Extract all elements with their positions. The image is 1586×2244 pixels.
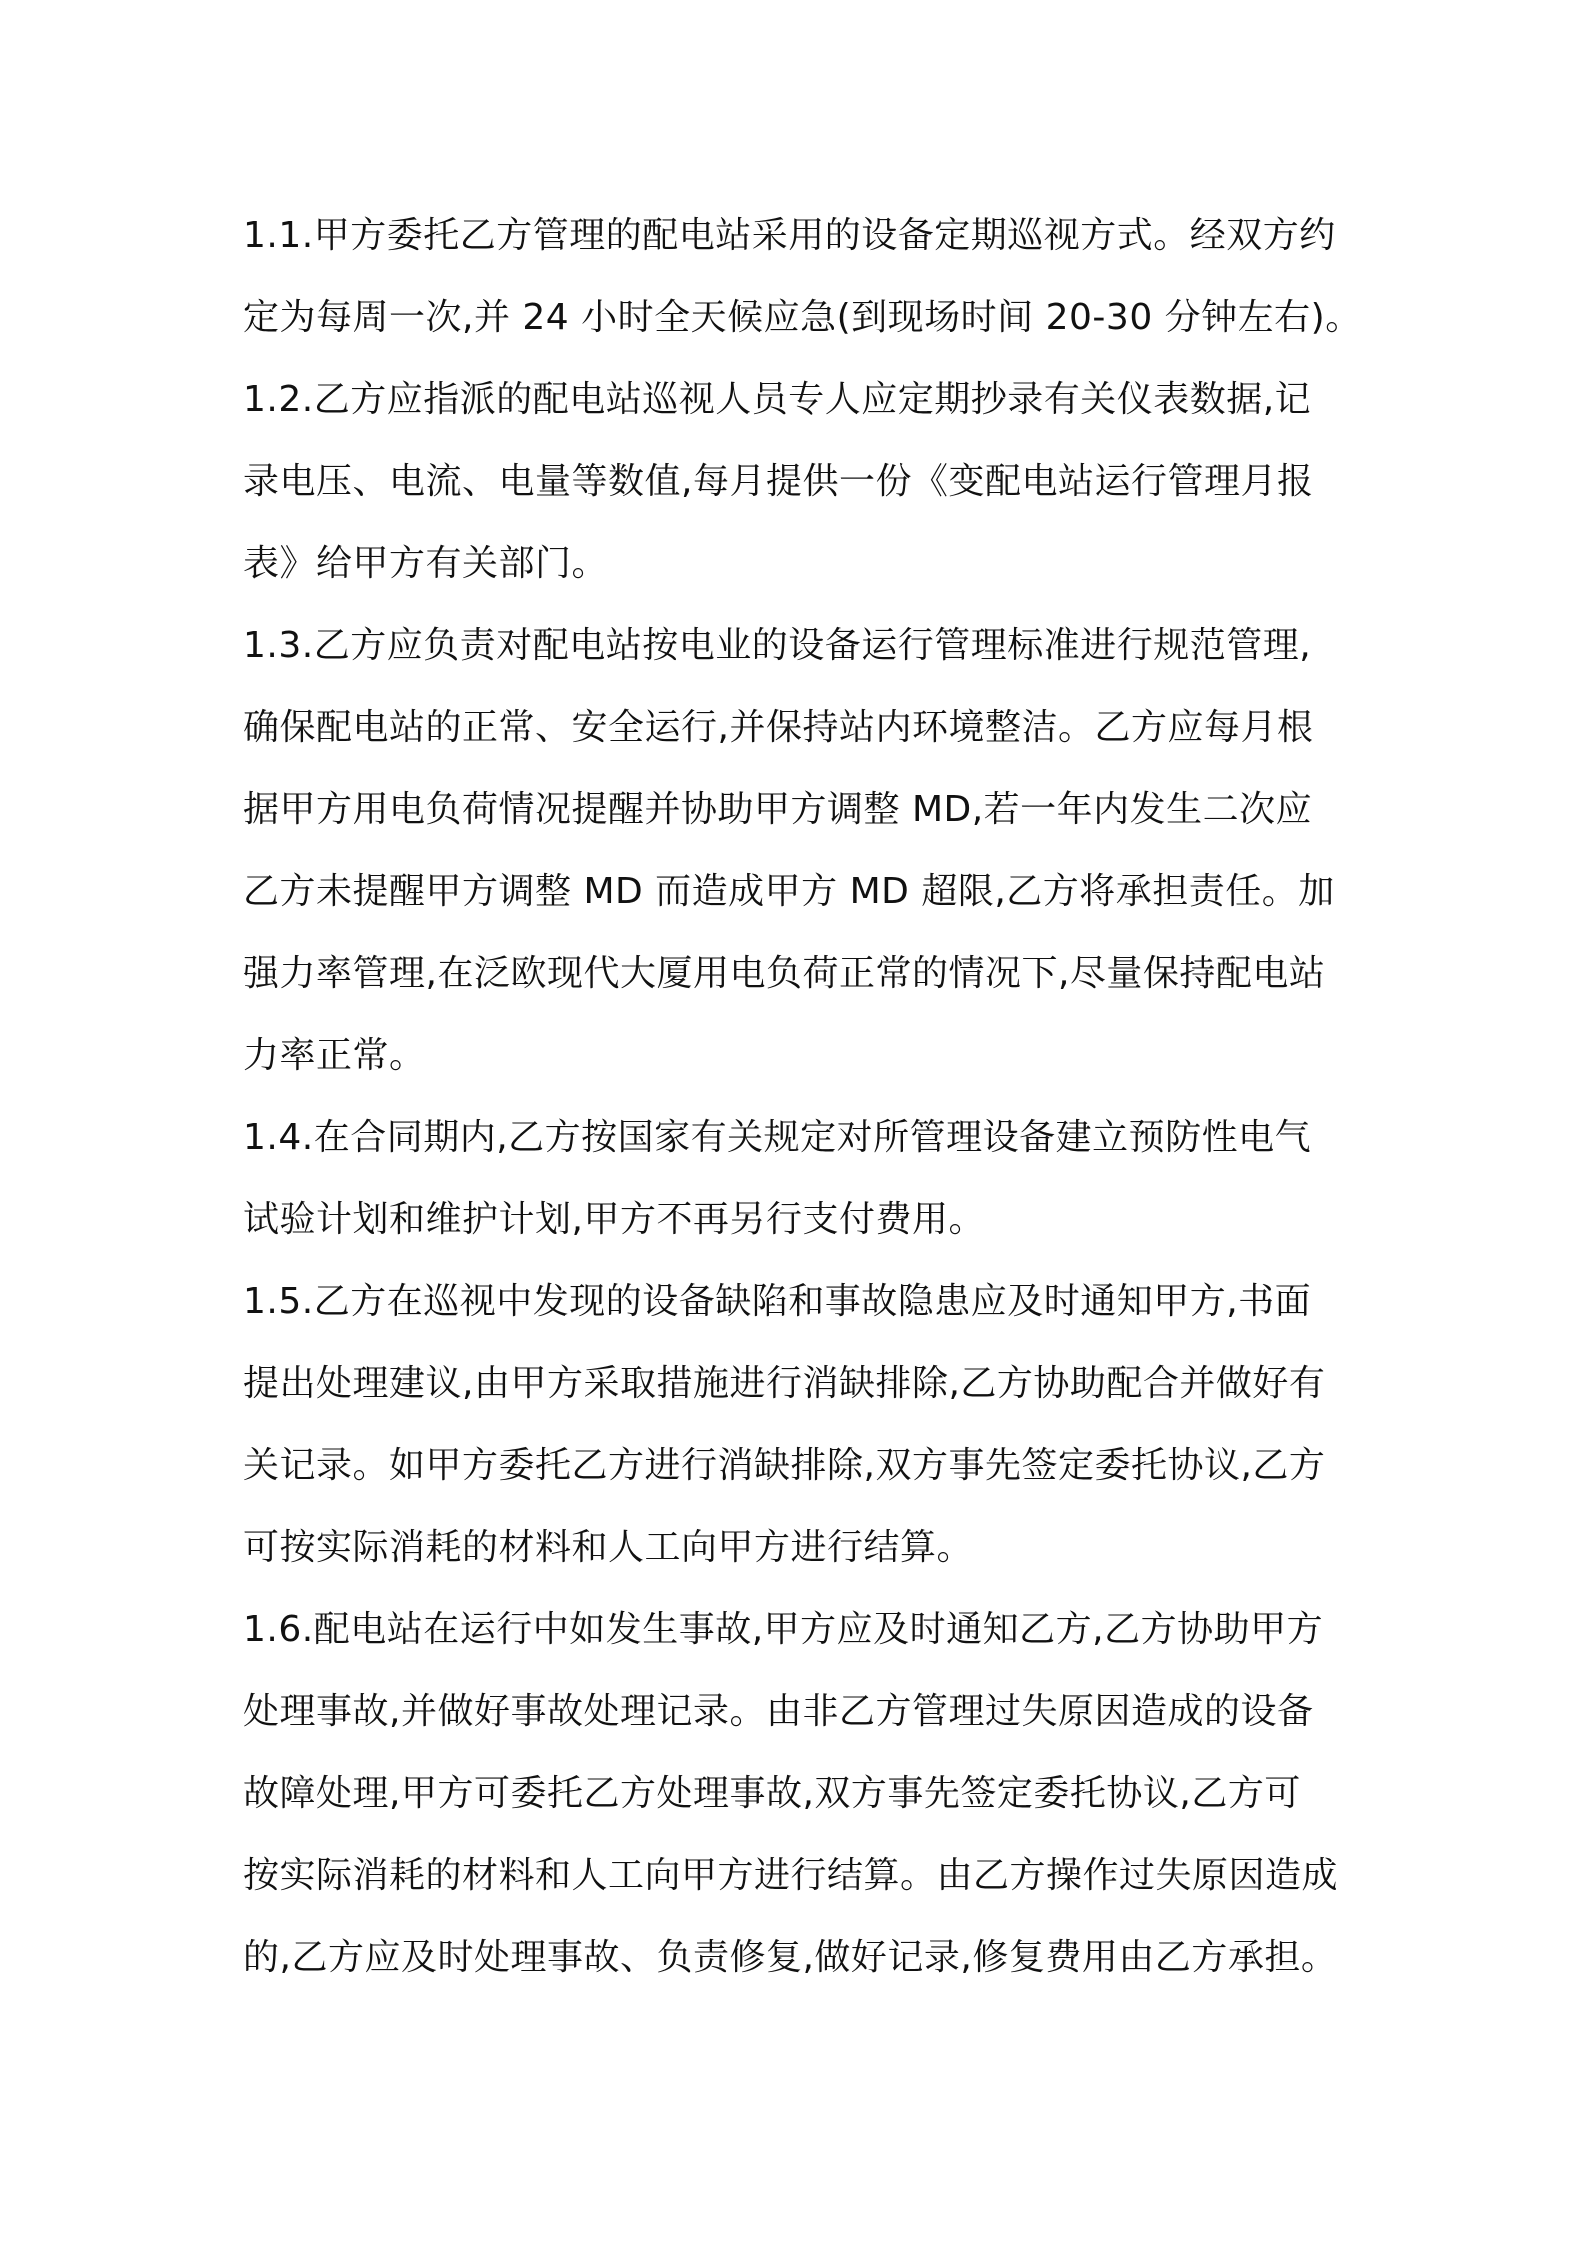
clause-1-3 bbox=[243, 605, 1353, 1097]
text-line: 1.4.在合同期内,乙方按国家有关规定对所管理设备建立预防性电气 bbox=[243, 1117, 1312, 1158]
text-line: 表》给甲方有关部门。 bbox=[243, 543, 609, 584]
text-line: 处理事故,并做好事故处理记录。由非乙方管理过失原因造成的设备 bbox=[243, 1691, 1314, 1732]
text-line: 1.5.乙方在巡视中发现的设备缺陷和事故隐患应及时通知甲方,书面 bbox=[243, 1281, 1312, 1322]
clause-1-4 bbox=[243, 1097, 1353, 1261]
text-line: 的,乙方应及时处理事故、负责修复,做好记录,修复费用由乙方承担。 bbox=[243, 1937, 1338, 1978]
clause-1-6 bbox=[243, 1589, 1353, 1999]
text-line: 1.2.乙方应指派的配电站巡视人员专人应定期抄录有关仪表数据,记 bbox=[243, 379, 1312, 420]
text-line: 乙方未提醒甲方调整 MD 而造成甲方 MD 超限,乙方将承担责任。加 bbox=[243, 871, 1335, 912]
text-line: 1.3.乙方应负责对配电站按电业的设备运行管理标准进行规范管理, bbox=[243, 625, 1312, 666]
clause-1-2 bbox=[243, 359, 1353, 605]
clause-1-5 bbox=[243, 1261, 1353, 1589]
text-line: 录电压、电流、电量等数值,每月提供一份《变配电站运行管理月报 bbox=[243, 461, 1314, 502]
text-line: 确保配电站的正常、安全运行,并保持站内环境整洁。乙方应每月根 bbox=[243, 707, 1314, 748]
text-line: 定为每周一次,并 24 小时全天候应急(到现场时间 20-30 分钟左右)。 bbox=[243, 297, 1362, 338]
document-body bbox=[243, 195, 1362, 1999]
clause-1-1 bbox=[243, 195, 1362, 359]
text-line: 关记录。如甲方委托乙方进行消缺排除,双方事先签定委托协议,乙方 bbox=[243, 1445, 1326, 1486]
text-line: 1.1.甲方委托乙方管理的配电站采用的设备定期巡视方式。经双方约 bbox=[243, 215, 1336, 256]
text-line: 可按实际消耗的材料和人工向甲方进行结算。 bbox=[243, 1527, 974, 1568]
text-line: 试验计划和维护计划,甲方不再另行支付费用。 bbox=[243, 1199, 985, 1240]
text-line: 故障处理,甲方可委托乙方处理事故,双方事先签定委托协议,乙方可 bbox=[243, 1773, 1301, 1814]
text-line: 力率正常。 bbox=[243, 1035, 426, 1076]
text-line: 按实际消耗的材料和人工向甲方进行结算。由乙方操作过失原因造成 bbox=[243, 1855, 1339, 1896]
text-line: 提出处理建议,由甲方采取措施进行消缺排除,乙方协助配合并做好有 bbox=[243, 1363, 1326, 1404]
text-line: 1.6.配电站在运行中如发生事故,甲方应及时通知乙方,乙方协助甲方 bbox=[243, 1609, 1324, 1650]
text-line: 强力率管理,在泛欧现代大厦用电负荷正常的情况下,尽量保持配电站 bbox=[243, 953, 1326, 994]
text-line: 据甲方用电负荷情况提醒并协助甲方调整 MD,若一年内发生二次应 bbox=[243, 789, 1313, 830]
